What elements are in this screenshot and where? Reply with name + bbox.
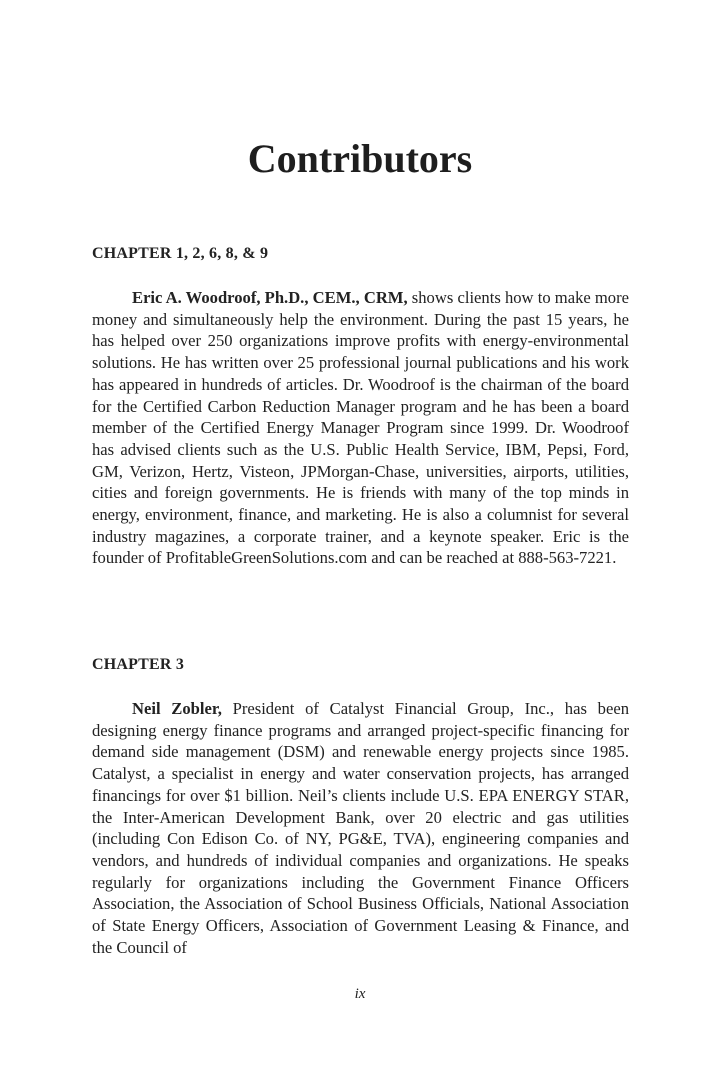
contributor-name: Eric A. Woodroof, Ph.D., CEM., CRM, <box>132 288 408 307</box>
contributor-bio <box>92 698 629 958</box>
bio-text: shows clients how to make more money and simultaneously help the environment. During the past 15 years, he has helped over 250 organizations improve profits with energy-environmental solutions. He has written over 25 professional journal publications and his work has appeared in hundreds of articles. Dr. Woodroof is the chairman of the board for the Certified Carbon Reduction Manager program and he has been a board member of the Certified Energy Manager Program since 1999. Dr. Woodroof has advised clients such as the U.S. Public Health Service, IBM, Pepsi, Ford, GM, Verizon, Hertz, Visteon, JPMorgan-Chase, universities, airports, utilities, cities and foreign governments. He is friends with many of the top minds in energy, environment, finance, and marketing. He is also a columnist for several industry magazines, a corporate trainer, and a keynote speaker. Eric is the founder of ProfitableGreenSolutions.com and can be reached at 888-563-7221. <box>92 288 629 568</box>
contributor-name: Neil Zobler, <box>132 699 222 718</box>
chapter-section-1 <box>92 243 629 569</box>
page-title: Contributors <box>247 136 473 181</box>
bio-text: President of Catalyst Financial Group, Inc., has been designing energy finance programs and arranged project-specific financing for demand side management (DSM) and renewable energy projects since 1985. Catalyst, a specialist in energy and water conservation projects, has arranged financings for over $1 billion. Neil’s clients include U.S. EPA ENERGY STAR, the Inter-American Development Bank, over 20 electric and gas utilities (including Con Edison Co. of NY, PG&E, TVA), engineering companies and vendors, and hundreds of individual companies and organizations. He speaks regularly for organizations including the Government Finance Officers Association, the Association of School Business Officials, National Association of State Energy Officers, Association of Government Leasing & Finance, and the Council of <box>92 699 629 957</box>
chapter-section-3 <box>92 654 629 958</box>
chapter-heading: CHAPTER 1, 2, 6, 8, & 9 <box>92 245 269 262</box>
contributor-bio <box>92 287 629 569</box>
chapter-heading: CHAPTER 3 <box>92 656 185 673</box>
page-number: ix <box>354 986 366 1002</box>
